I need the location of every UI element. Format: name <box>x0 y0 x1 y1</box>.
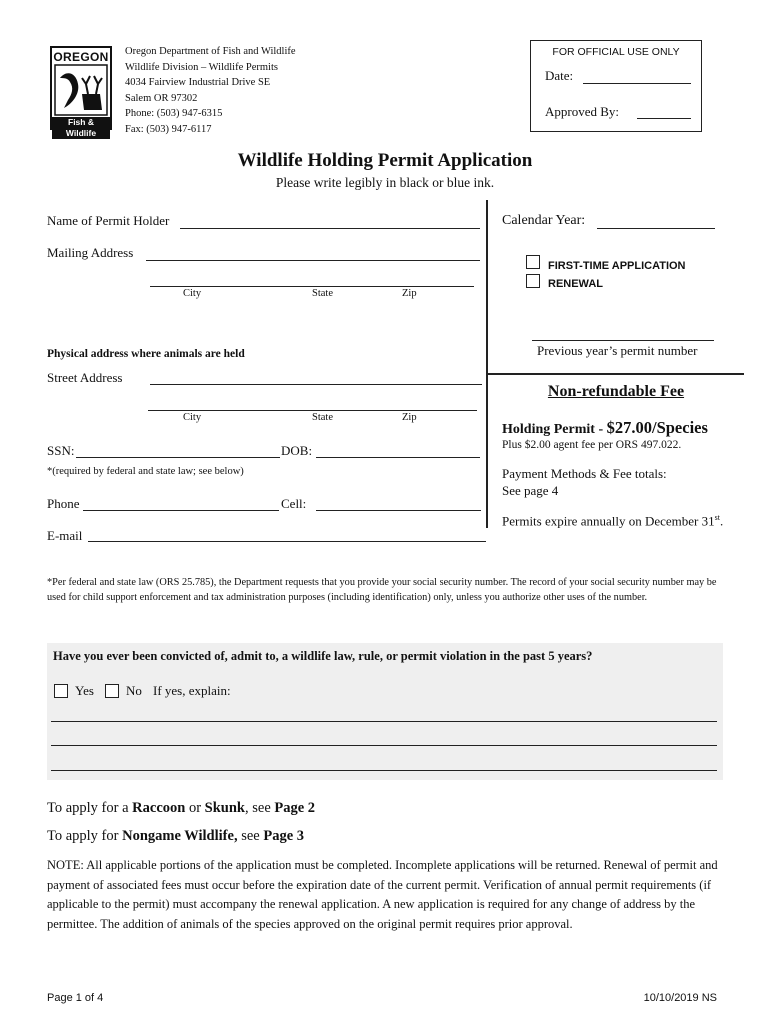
cell-field[interactable] <box>316 510 481 511</box>
mailing-address-label: Mailing Address <box>47 245 134 260</box>
expire-sup: st <box>714 513 720 522</box>
agency-line: Fax: (503) 947-6117 <box>125 123 212 135</box>
explain-line-1[interactable] <box>51 721 717 722</box>
page-subtitle: Please write legibly in black or blue ink. <box>275 175 495 190</box>
mailing-city-state-zip-field[interactable] <box>150 286 474 287</box>
date-field[interactable] <box>583 83 691 84</box>
phone-label: Phone <box>47 496 80 511</box>
email-field[interactable] <box>88 541 486 542</box>
logo-bottom-text: Fish & Wildlife <box>52 117 110 139</box>
ssn-label: SSN: <box>47 443 75 458</box>
approved-by-field[interactable] <box>637 118 691 119</box>
agency-line: Phone: (503) 947-6315 <box>125 108 223 120</box>
email-label: E-mail <box>47 528 83 543</box>
logo-top-text: OREGON <box>53 50 109 64</box>
previous-permit-field[interactable] <box>532 340 714 341</box>
holding-permit-separator: - <box>594 422 607 437</box>
name-label: Name of Permit Holder <box>47 213 170 228</box>
explain-line-3[interactable] <box>51 770 717 771</box>
explain-line-2[interactable] <box>51 745 717 746</box>
conviction-question: Have you ever been convicted of, admit to, a wildlife law, rule, or permit violation in the past 5 years? <box>53 649 593 663</box>
name-field[interactable] <box>180 228 480 229</box>
fee-divider <box>488 373 744 375</box>
calendar-year-label: Calendar Year: <box>502 213 586 228</box>
date-label: Date: <box>545 68 574 83</box>
page-number: Page 1 of 4 <box>47 992 104 1004</box>
mailing-address-field[interactable] <box>146 260 480 261</box>
nongame-word: Nongame Wildlife, <box>122 828 238 844</box>
raccoon-see: , see <box>245 800 275 816</box>
explain-label: If yes, explain: <box>153 683 231 698</box>
physical-city-label: City <box>183 412 202 423</box>
raccoon-word: Raccoon <box>132 800 186 816</box>
raccoon-or: or <box>185 800 205 816</box>
page-title: Wildlife Holding Permit Application <box>237 150 533 171</box>
fish-and-deer-icon <box>52 64 110 116</box>
expire-end: . <box>719 513 724 529</box>
calendar-year-field[interactable] <box>597 228 715 229</box>
physical-state-label: State <box>312 412 333 423</box>
payment-see-page: See page 4 <box>502 483 559 498</box>
holding-permit-fee <box>502 418 708 438</box>
agent-fee-note: Plus $2.00 agent fee per ORS 497.022. <box>502 439 682 451</box>
agency-address <box>125 44 296 138</box>
nongame-instruction <box>47 828 304 845</box>
previous-permit-label: Previous year’s permit number <box>537 343 698 358</box>
expire-text: Permits expire annually on December 31 <box>502 513 715 529</box>
ssn-field[interactable] <box>76 457 280 458</box>
renewal-checkbox[interactable] <box>526 274 540 288</box>
nongame-see: see <box>237 828 264 844</box>
yes-label: Yes <box>75 683 94 698</box>
holding-permit-price: $27.00/Species <box>606 418 708 437</box>
permit-expiration-note <box>502 513 723 529</box>
dob-label: DOB: <box>281 443 313 458</box>
mailing-state-label: State <box>312 288 333 299</box>
skunk-word: Skunk <box>204 800 245 816</box>
agency-line: Oregon Department of Fish and Wildlife <box>125 46 296 57</box>
agency-line: 4034 Fairview Industrial Drive SE <box>125 77 271 89</box>
ssn-note: *(required by federal and state law; see below) <box>47 466 244 477</box>
column-divider <box>486 200 488 528</box>
dob-field[interactable] <box>316 457 480 458</box>
cell-label: Cell: <box>281 496 307 511</box>
nongame-pre: To apply for <box>47 828 123 844</box>
first-time-checkbox[interactable] <box>526 255 540 269</box>
physical-city-state-zip-field[interactable] <box>148 410 477 411</box>
document-version: 10/10/2019 NS <box>643 992 717 1004</box>
official-use-title: FOR OFFICIAL USE ONLY <box>552 46 680 58</box>
street-address-field[interactable] <box>150 384 482 385</box>
physical-address-heading: Physical address where animals are held <box>47 348 245 360</box>
no-label: No <box>126 683 142 698</box>
mailing-city-label: City <box>183 288 202 299</box>
renewal-label: RENEWAL <box>548 278 603 290</box>
payment-methods-line: Payment Methods & Fee totals: <box>502 466 667 481</box>
agency-line: Wildlife Division – Wildlife Permits <box>125 61 278 73</box>
street-address-label: Street Address <box>47 370 123 385</box>
conviction-section <box>47 643 723 780</box>
odfw-logo <box>50 46 112 138</box>
raccoon-pre: To apply for a <box>47 800 133 816</box>
no-checkbox[interactable] <box>105 684 119 698</box>
official-use-box <box>530 40 702 132</box>
raccoon-page-ref: Page 2 <box>274 800 316 816</box>
mailing-zip-label: Zip <box>402 288 417 299</box>
ssn-disclaimer: *Per federal and state law (ORS 25.785), the Department requests that you provide your social security number. The record of your social security number may be used for child support enforcement and tax administration purposes (including identification) only, unless you authorize other uses of the number. <box>47 577 717 603</box>
holding-permit-label: Holding Permit <box>502 422 595 437</box>
phone-field[interactable] <box>83 510 279 511</box>
yes-checkbox[interactable] <box>54 684 68 698</box>
nongame-page-ref: Page 3 <box>263 828 305 844</box>
fee-heading: Non-refundable Fee <box>547 383 685 400</box>
raccoon-skunk-instruction <box>47 800 315 817</box>
approved-by-label: Approved By: <box>545 104 620 119</box>
agency-line: Salem OR 97302 <box>125 92 198 104</box>
physical-zip-label: Zip <box>402 412 417 423</box>
first-time-label: FIRST-TIME APPLICATION <box>548 260 686 272</box>
application-note: NOTE: All applicable portions of the application must be completed. Incomplete applications will be returned. Renewal of permit and payment of associated fees must occur before the expiration date of the current permit. Verification of annual permit requirements (if applicable to the permit) must accompany the renewal application. A new application is required for any change of address by the permittee. The addition of animals of the species approved on the original permit requires prior approval. <box>47 858 718 931</box>
